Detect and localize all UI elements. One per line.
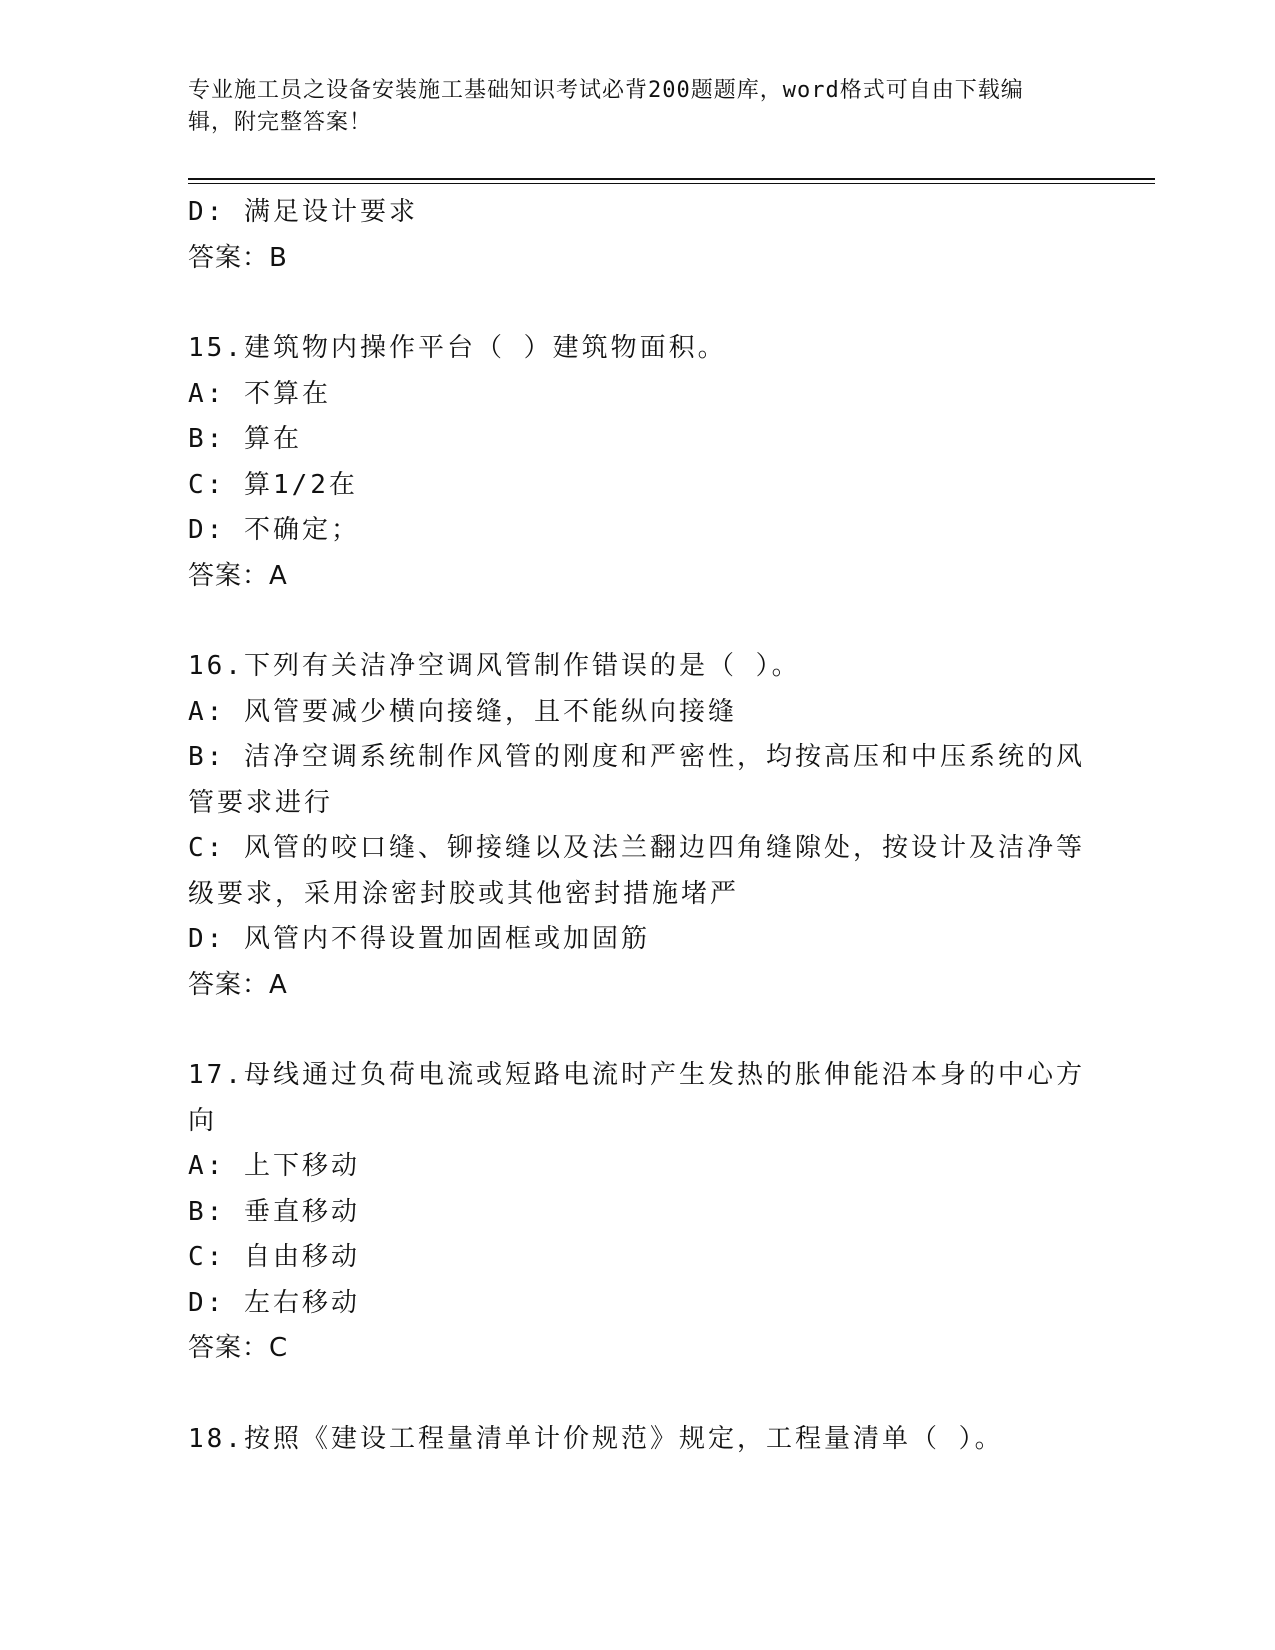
spacer bbox=[188, 1008, 1088, 1053]
question-18 bbox=[188, 1417, 1088, 1463]
question-title: 18.按照《建设工程量清单计价规范》规定，工程量清单（ ）。 bbox=[188, 1423, 1004, 1454]
option-a: A: 风管要减少横向接缝，且不能纵向接缝 bbox=[188, 696, 737, 727]
answer: 答案：A bbox=[188, 560, 288, 591]
option-d: D: 满足设计要求 bbox=[188, 197, 418, 227]
document-header: 专业施工员之设备安装施工基础知识考试必背200题题库，word格式可自由下载编辑，附完整答案！ bbox=[188, 78, 1024, 135]
option-c: C: 算1/2在 bbox=[188, 469, 358, 500]
option-d: D: 不确定； bbox=[188, 515, 360, 545]
option-b: B: 垂直移动 bbox=[188, 1196, 360, 1227]
question-16 bbox=[188, 644, 1088, 1008]
prev-question bbox=[188, 190, 1088, 281]
option-a: A: 上下移动 bbox=[188, 1151, 360, 1181]
spacer bbox=[188, 1372, 1088, 1417]
option-d: D: 风管内不得设置加固框或加固筋 bbox=[188, 924, 650, 954]
option-a: A: 不算在 bbox=[188, 378, 331, 409]
answer: 答案：B bbox=[188, 242, 288, 273]
question-title: 15.建筑物内操作平台（ ）建筑物面积。 bbox=[188, 333, 727, 363]
spacer bbox=[188, 281, 1088, 326]
question-title: 16.下列有关洁净空调风管制作错误的是（ ）。 bbox=[188, 651, 801, 681]
option-b: B: 洁净空调系统制作风管的刚度和严密性，均按高压和中压系统的风管要求进行 bbox=[188, 742, 1085, 818]
spacer bbox=[188, 599, 1088, 644]
option-c: C: 风管的咬口缝、铆接缝以及法兰翻边四角缝隙处，按设计及洁净等级要求，采用涂密封胶或其他密封措施堵严 bbox=[188, 833, 1085, 909]
option-c: C: 自由移动 bbox=[188, 1242, 360, 1272]
question-15 bbox=[188, 326, 1088, 599]
option-b: B: 算在 bbox=[188, 424, 302, 454]
option-d: D: 左右移动 bbox=[188, 1287, 360, 1318]
question-17 bbox=[188, 1053, 1088, 1372]
document-body bbox=[188, 190, 1088, 1462]
answer: 答案：A bbox=[188, 969, 288, 1000]
answer: 答案：C bbox=[188, 1333, 289, 1363]
question-title: 17.母线通过负荷电流或短路电流时产生发热的胀伸能沿本身的中心方向 bbox=[188, 1060, 1085, 1136]
header-rule-thin bbox=[188, 183, 1155, 184]
header-rule-thick bbox=[188, 178, 1155, 180]
